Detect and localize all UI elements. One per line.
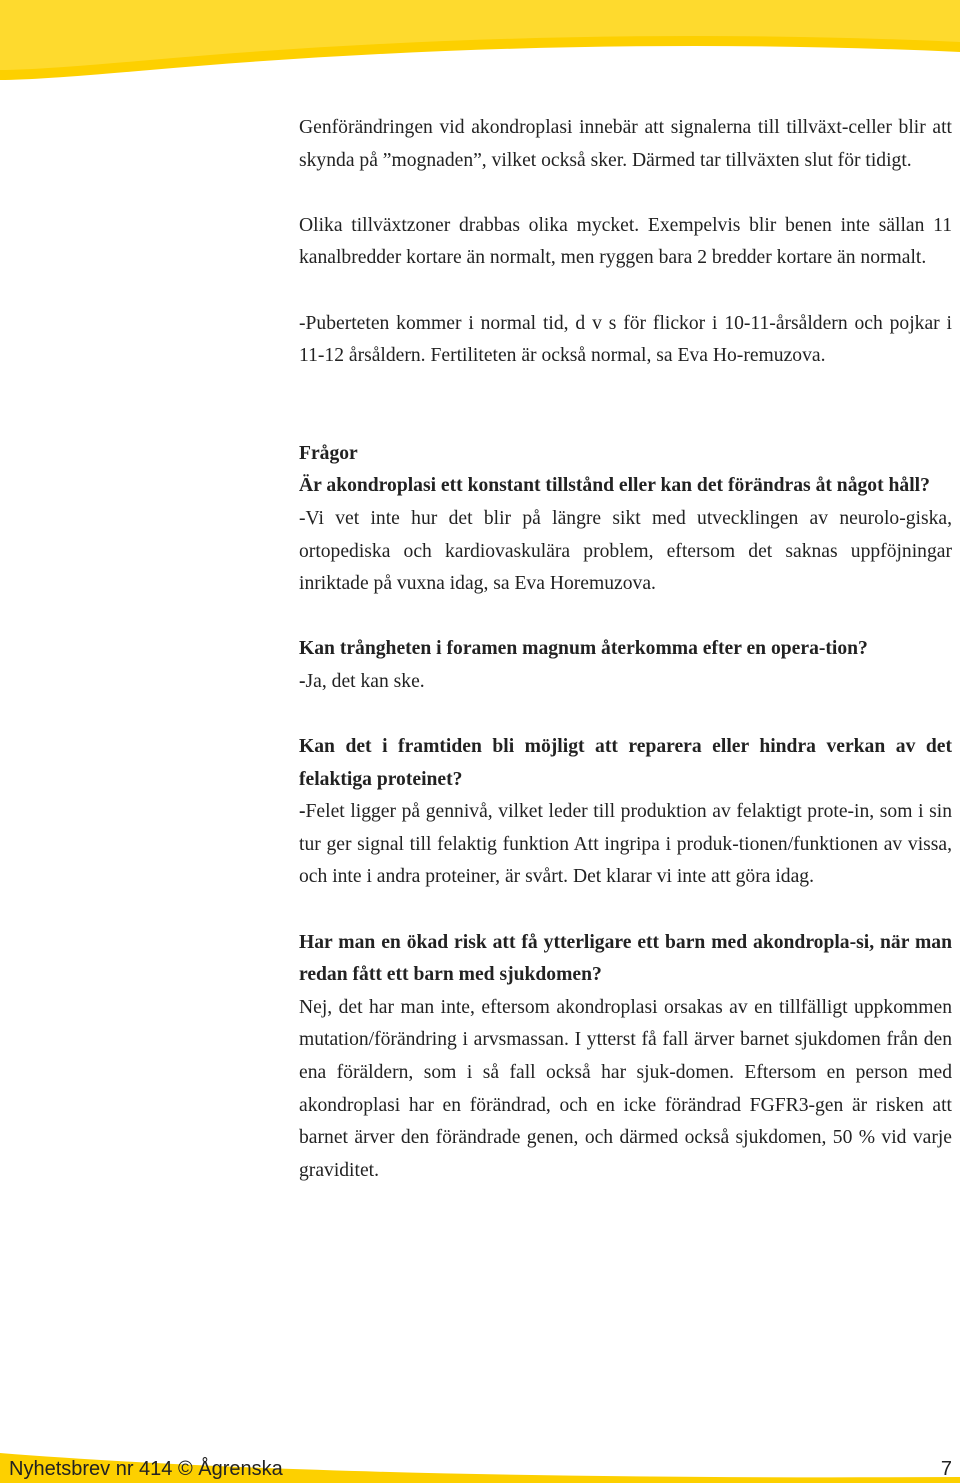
article-body [299,112,952,1187]
answer-1: -Vi vet inte hur det blir på längre sikt med utvecklingen av neurolo-giska, ortopediska och kardiovaskulära problem, eftersom det saknas uppföjningar inriktade på vuxna idag, sa Eva Horemuzova. [299,507,952,595]
answer-3-dash: - [299,801,306,823]
paragraph-3: -Puberteten kommer i normal tid, d v s för flickor i 10-11-årsåldern och pojkar i 11-12 årsåldern. Fertiliteten är också normal, sa Eva Ho-remuzova. [299,312,952,367]
page-number: 7 [940,1458,952,1480]
question-3: Kan det i framtiden bli möjligt att reparera eller hindra verkan av det felaktiga proteinet? [299,736,952,790]
answer-2 [299,666,952,699]
paragraph-2: Olika tillväxtzoner drabbas olika mycket. Exempelvis blir benen inte sällan 11 kanalbredder kortare än normalt, men ryggen bara 2 bredder kortare än normalt. [299,214,952,269]
answer-2-text: Ja, det kan ske. [305,670,425,692]
question-1: Är akondroplasi ett konstant tillstånd eller kan det förändras åt något håll? [299,475,930,497]
questions-heading: Frågor [299,442,358,464]
question-4: Har man en ökad risk att få ytterligare ett barn med akondropla-si, när man redan fått ett barn med sjukdomen? [299,931,952,986]
paragraph-1: Genförändringen vid akondroplasi innebär att signalerna till tillväxt-celler blir att skynda på ”mognaden”, vilket också sker. Därmed tar tillväxten slut för tidigt. [299,117,952,171]
answer-2-dash: - [299,670,306,692]
page-footer [9,1451,952,1481]
question-2: Kan trångheten i foramen magnum återkomma efter en opera-tion? [299,638,868,660]
answer-3-text: Felet ligger på gennivå, vilket leder till produktion av felaktigt prote-in, som i sin tur ger signal till felaktig funktion Att ingripa i produk-tionen/funktionen av vissa, och inte i andra proteiner, är svårt. Det klarar vi inte att göra idag. [299,801,952,888]
answer-3 [299,796,952,894]
answer-4: Nej, det har man inte, eftersom akondroplasi orsakas av en tillfälligt uppkommen mutation/förändring i arvsmassan. I ytterst få fall ärver barnet sjukdomen från den ena föräldern, som i så fall också har sjuk-domen. Eftersom en person med akondroplasi har en förändrad, och en icke förändrad FGFR3-gen är risken att barnet ärver den förändrade genen, och därmed också sjukdomen, 50 % vid varje graviditet. [299,996,952,1181]
top-yellow-swoosh [0,0,960,80]
footer-publication: Nyhetsbrev nr 414 © Ågrenska [9,1458,283,1480]
